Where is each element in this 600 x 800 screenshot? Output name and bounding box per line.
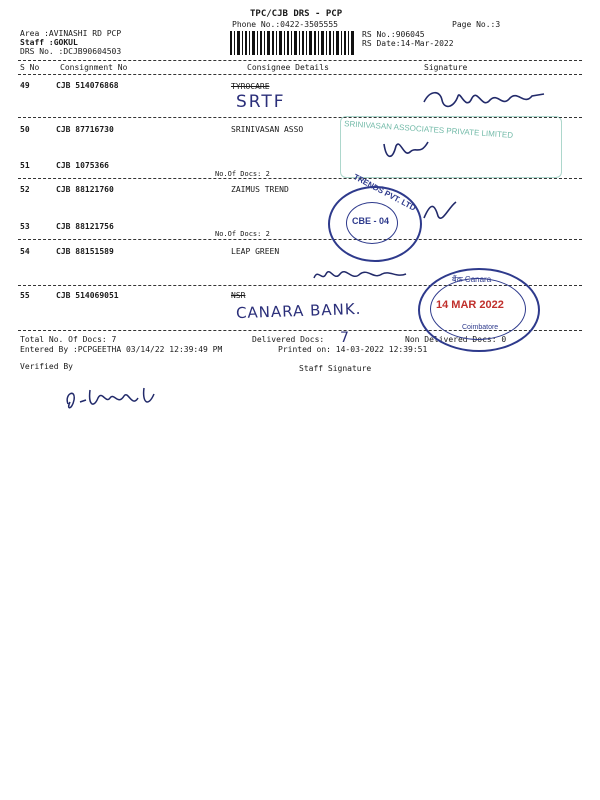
row-sno: 49 xyxy=(20,81,30,90)
col-consignment: Consignment No xyxy=(60,63,128,72)
non-delivered-docs: Non Delivered Docs: 0 xyxy=(405,335,507,344)
canara-stamp-bottom: Coimbatore xyxy=(462,324,499,331)
divider xyxy=(18,74,582,75)
row-consignee: SRINIVASAN ASSO xyxy=(231,125,304,134)
handwritten-note: CANARA BANK. xyxy=(235,299,362,323)
row-sno: 52 xyxy=(20,185,30,194)
staff-signature: Staff Signature xyxy=(299,364,372,373)
row-consignment: CJB 514076868 xyxy=(56,81,119,90)
verified-by: Verified By xyxy=(20,362,73,371)
srinivasan-stamp-text: SRINIVASAN ASSOCIATES PRIVATE LIMITED xyxy=(343,119,514,140)
row-sno: 51 xyxy=(20,161,30,170)
barcode xyxy=(230,31,355,55)
printed-on: Printed on: 14-03-2022 12:39:51 xyxy=(278,345,428,354)
row-consignment: CJB 87716730 xyxy=(56,125,114,134)
row-sno: 55 xyxy=(20,291,30,300)
row-consignee: TYROCARE xyxy=(231,82,270,91)
row-consignment: CJB 88121756 xyxy=(56,222,114,231)
signature-row52 xyxy=(420,198,460,228)
row-sno: 54 xyxy=(20,247,30,256)
signature-row49 xyxy=(420,86,550,116)
row-consignment: CJB 88121760 xyxy=(56,185,114,194)
area-label: Area :AVINASHI RD PCP xyxy=(20,29,122,38)
canara-stamp-top: बैंक Canara xyxy=(452,275,492,284)
divider xyxy=(18,60,582,61)
divider xyxy=(18,239,582,240)
verifier-signature xyxy=(62,380,162,416)
docs-count: No.Of Docs: 2 xyxy=(215,170,270,178)
col-signature: Signature xyxy=(424,63,468,72)
trends-stamp-text: TRENDS PVT. LTD xyxy=(351,172,418,213)
document-title: TPC/CJB DRS - PCP xyxy=(250,9,343,19)
row-consignee: ZAIMUS TREND xyxy=(231,185,289,194)
row-consignee: LEAP GREEN xyxy=(231,247,280,256)
canara-stamp-date: 14 MAR 2022 xyxy=(436,299,504,311)
drs-number: DRS No. :DCJB90604503 xyxy=(20,47,122,56)
entered-by: Entered By :PCPGEETHA 03/14/22 12:39:49 PM xyxy=(20,345,223,354)
row-sno: 50 xyxy=(20,125,30,134)
total-docs: Total No. Of Docs: 7 xyxy=(20,335,117,344)
rs-date: RS Date:14-Mar-2022 xyxy=(362,39,454,48)
row-consignee: NSR xyxy=(231,291,246,300)
row-sno: 53 xyxy=(20,222,30,231)
col-sno: S No xyxy=(20,63,40,72)
col-consignee: Consignee Details xyxy=(247,63,329,72)
docs-count: No.Of Docs: 2 xyxy=(215,230,270,238)
trends-stamp-center: CBE - 04 xyxy=(352,216,390,226)
page-number: Page No.:3 xyxy=(452,20,501,29)
delivered-docs-count: 7 xyxy=(340,330,349,346)
handwritten-note: SRTF xyxy=(236,92,286,112)
rs-number: RS No.:906045 xyxy=(362,30,425,39)
delivered-docs-label: Delivered Docs: xyxy=(252,335,325,344)
row-consignment: CJB 514069051 xyxy=(56,291,119,300)
divider xyxy=(18,178,582,179)
phone-number: Phone No.:0422-3505555 xyxy=(232,20,338,29)
row-consignment: CJB 88151589 xyxy=(56,247,114,256)
row-consignment: CJB 1075366 xyxy=(56,161,109,170)
signature-row54 xyxy=(310,264,410,286)
staff-label: Staff :GOKUL xyxy=(20,38,78,47)
